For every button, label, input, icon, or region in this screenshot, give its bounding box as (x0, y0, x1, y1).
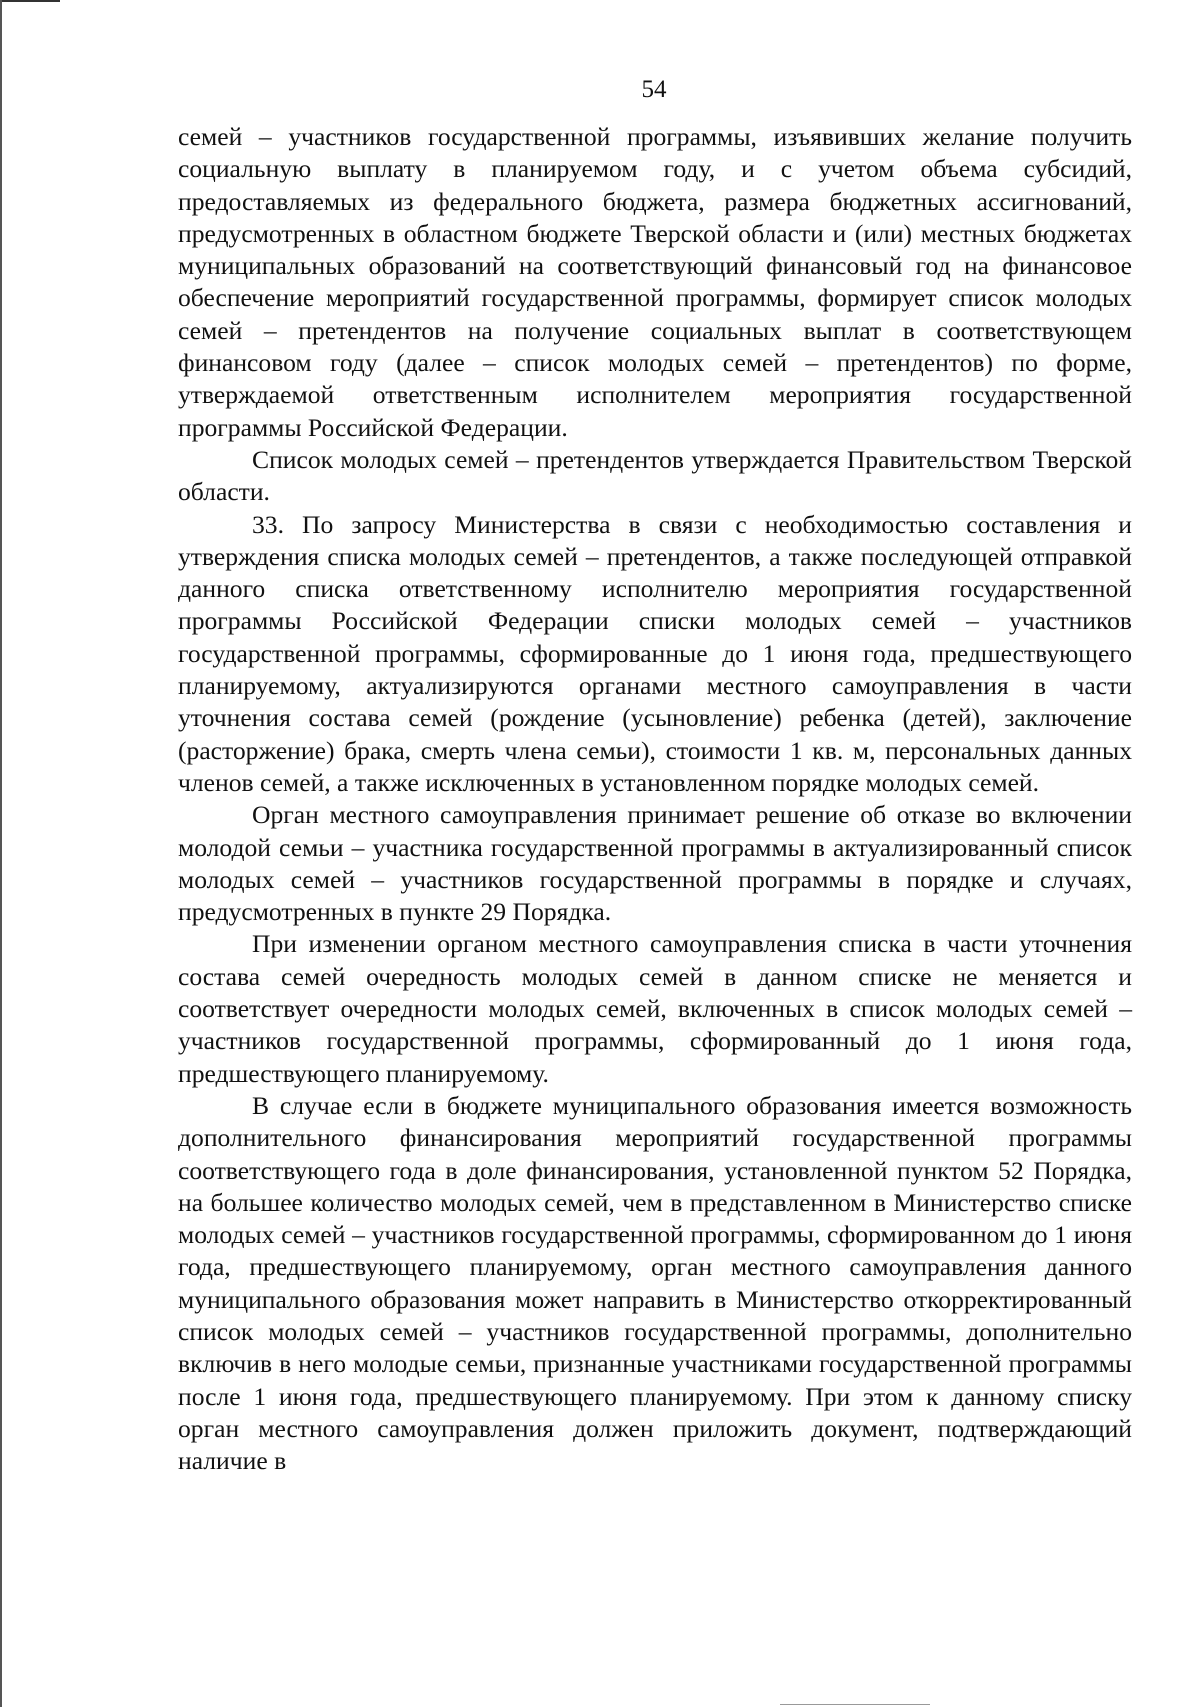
paragraph-continuation: семей – участников государственной программы, изъявивших желание получить социальную выплату в планируемом году, и с учетом объема субсидий, предоставляемых из федерального бюджета, размера бюджетных ассигнований, предусмотренных в областном бюджете Тверской области и (или) местных бюджетах муниципальных образований на соответствующий финансовый год на финансовое обеспечение мероприятий государственной программы, формирует список молодых семей – претендентов на получение социальных выплат в соответствующем финансовом году (далее – список молодых семей – претендентов) по форме, утверждаемой ответственным исполнителем мероприятия государственной программы Российской Федерации. (178, 122, 1132, 442)
scan-edge-top (0, 0, 60, 2)
scan-edge-bottom (780, 1704, 930, 1705)
scan-edge-left (0, 0, 2, 1707)
paragraph: Список молодых семей – претендентов утверждается Правительством Тверской области. (178, 444, 1132, 507)
document-body (178, 121, 1132, 1477)
paragraph: При изменении органом местного самоуправления списка в части уточнения состава семей очередность молодых семей в данном списке не меняется и соответствует очередности молодых семей, включенных в список молодых семей – участников государственной программы, сформированный до 1 июня года, предшествующего планируемому. (178, 929, 1132, 1088)
paragraph: Орган местного самоуправления принимает решение об отказе во включении молодой семьи – участника государственной программы в актуализированный список молодых семей – участников государственной программы в порядке и случаях, предусмотренных в пункте 29 Порядка. (178, 800, 1132, 927)
page-number: 54 (641, 76, 667, 103)
paragraph: В случае если в бюджете муниципального образования имеется возможность дополнительного финансирования мероприятий государственной программы соответствующего года в доле финансирования, установленной пунктом 52 Порядка, на большее количество молодых семей, чем в представленном в Министерство списке молодых семей – участников государственной программы, сформированном до 1 июня года, предшествующего планируемому, орган местного самоуправления данного муниципального образования может направить в Министерство откорректированный список молодых семей – участников государственной программы, дополнительно включив в него молодые семьи, признанные участниками государственной программы после 1 июня года, предшествующего планируемому. При этом к данному списку орган местного самоуправления должен приложить документ, подтверждающий наличие в (178, 1090, 1132, 1476)
paragraph-item-33: 33. По запросу Министерства в связи с необходимостью составления и утверждения списка молодых семей – претендентов, а также последующей отправкой данного списка ответственному исполнителю мероприятия государственной программы Российской Федерации списки молодых семей – участников государственной программы, сформированные до 1 июня года, предшествующего планируемому, актуализируются органами местного самоуправления в части уточнения состава семей (рождение (усыновление) ребенка (детей), заключение (расторжение) брака, смерть члена семьи), стоимости 1 кв. м, персональных данных членов семей, а также исключенных в установленном порядке молодых семей. (178, 509, 1132, 797)
